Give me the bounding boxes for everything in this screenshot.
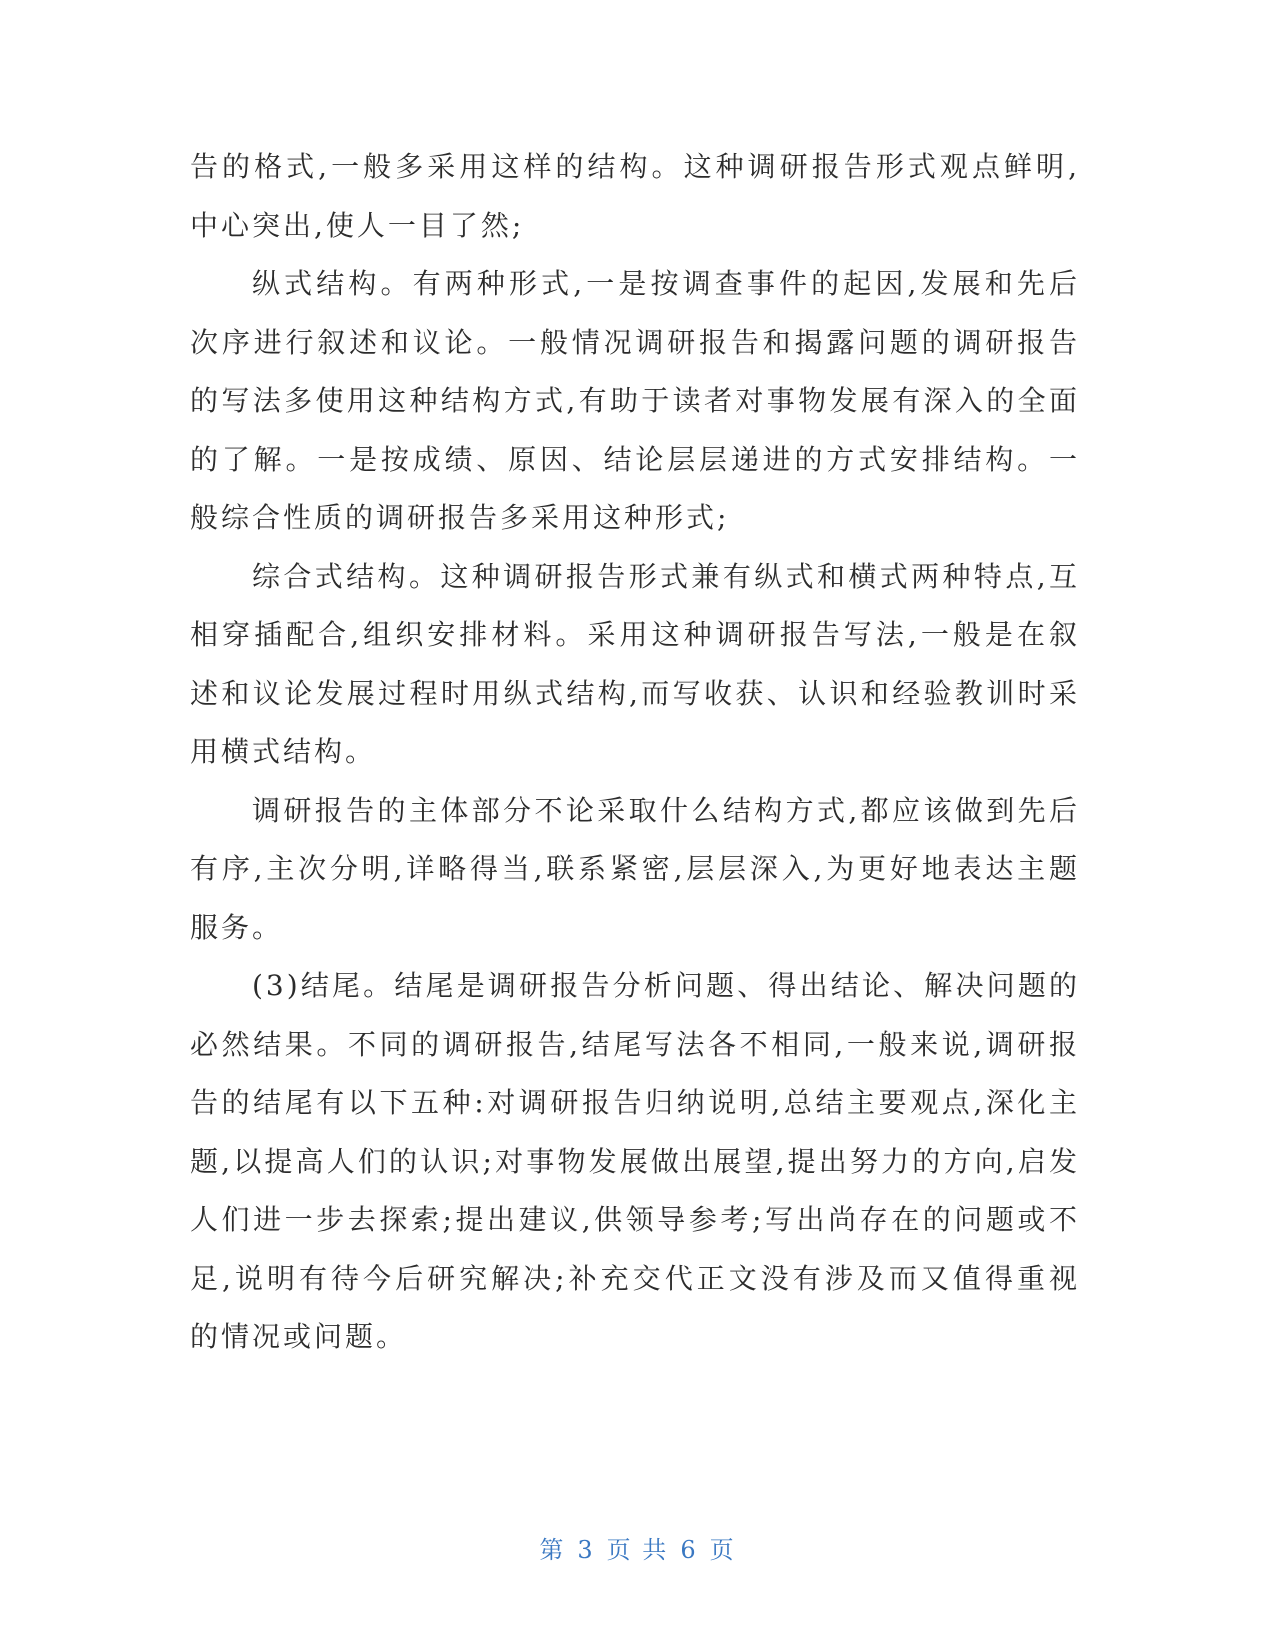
footer-prefix: 第 bbox=[539, 1536, 566, 1564]
paragraph-5: (3)结尾。结尾是调研报告分析问题、得出结论、解决问题的必然结果。不同的调研报告,结尾写法各不相同,一般来说,调研报告的结尾有以下五种:对调研报告归纳说明,总结主要观点,深化主题,以提高人们的认识;对事物发展做出展望,提出努力的方向,启发人们进一步去探索;提出建议,供领导参考;写出尚存在的问题或不足,说明有待今后研究解决;补充交代正文没有涉及而又值得重视的情况或问题。 bbox=[190, 969, 1080, 1353]
footer-total-pages: 6 bbox=[680, 1536, 698, 1564]
footer-current-page: 3 bbox=[577, 1536, 595, 1564]
footer-suffix: 页 bbox=[709, 1536, 736, 1564]
page-footer bbox=[0, 1530, 1275, 1565]
paragraph-2: 纵式结构。有两种形式,一是按调查事件的起因,发展和先后次序进行叙述和议论。一般情况调研报告和揭露问题的调研报告的写法多使用这种结构方式,有助于读者对事物发展有深入的全面的了解。一是按成绩、原因、结论层层递进的方式安排结构。一般综合性质的调研报告多采用这种形式; bbox=[190, 267, 1080, 534]
paragraph-4: 调研报告的主体部分不论采取什么结构方式,都应该做到先后有序,主次分明,详略得当,联系紧密,层层深入,为更好地表达主题服务。 bbox=[190, 793, 1080, 944]
paragraph-1: 告的格式,一般多采用这样的结构。这种调研报告形式观点鲜明,中心突出,使人一目了然; bbox=[190, 150, 1080, 242]
footer-middle: 页 共 bbox=[606, 1536, 669, 1564]
body-text bbox=[190, 138, 1080, 1367]
paragraph-3: 综合式结构。这种调研报告形式兼有纵式和横式两种特点,互相穿插配合,组织安排材料。采用这种调研报告写法,一般是在叙述和议论发展过程时用纵式结构,而写收获、认识和经验教训时采用横式结构。 bbox=[190, 559, 1080, 768]
